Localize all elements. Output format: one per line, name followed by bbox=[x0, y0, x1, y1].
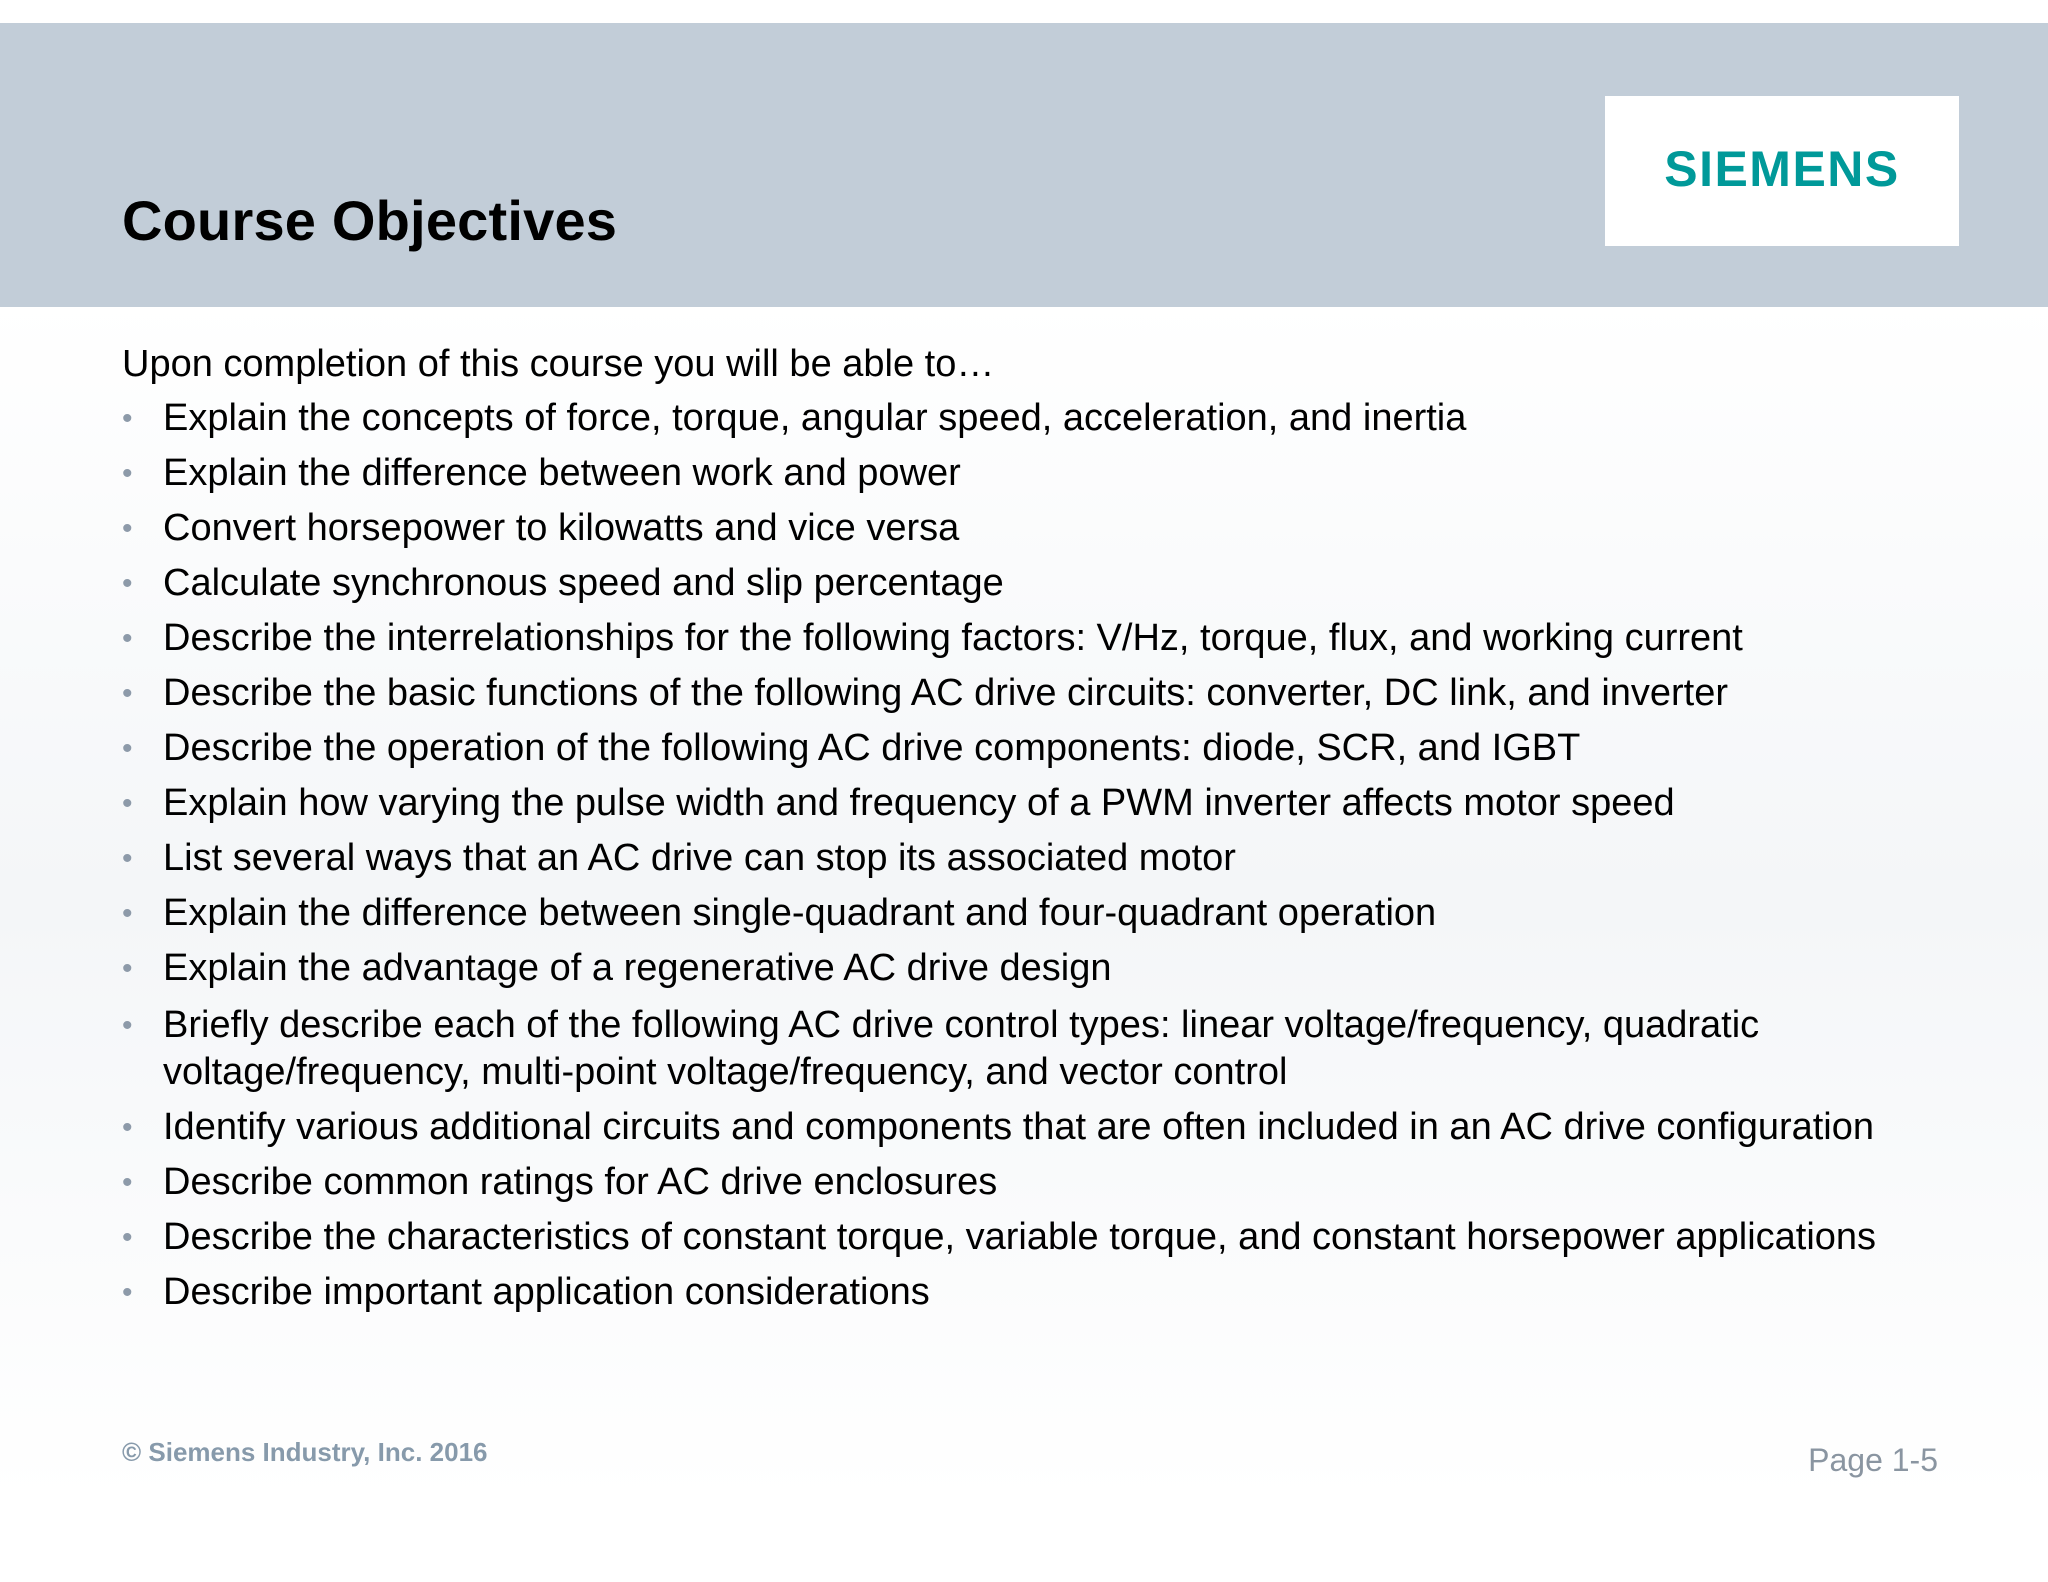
objective-text: Describe the basic functions of the following AC drive circuits: converter, DC link, and inverter bbox=[163, 672, 1729, 714]
objective-text: Describe important application considerations bbox=[163, 1271, 930, 1313]
objective-text: Explain the advantage of a regenerative AC drive design bbox=[163, 947, 1112, 989]
objective-item bbox=[122, 615, 2002, 662]
bullet-icon: • bbox=[122, 567, 133, 600]
bullet-icon: • bbox=[122, 842, 133, 875]
bullet-icon: • bbox=[122, 897, 133, 930]
bullet-icon: • bbox=[122, 732, 133, 765]
objectives-section bbox=[122, 340, 2002, 1324]
bullet-icon: • bbox=[122, 1166, 133, 1199]
objective-item bbox=[122, 560, 2002, 607]
objective-item bbox=[122, 890, 2002, 937]
objective-item bbox=[122, 1104, 2002, 1151]
bullet-icon: • bbox=[122, 512, 133, 545]
objective-text: Explain the difference between single-quadrant and four-quadrant operation bbox=[163, 892, 1437, 934]
bullet-icon: • bbox=[122, 402, 133, 435]
siemens-logo bbox=[1605, 96, 1959, 246]
bullet-icon: • bbox=[122, 622, 133, 655]
objective-item bbox=[122, 450, 2002, 497]
objective-item bbox=[122, 725, 2002, 772]
objective-item bbox=[122, 1002, 2002, 1096]
objective-text: Calculate synchronous speed and slip percentage bbox=[163, 562, 1004, 604]
logo-wordmark: SIEMENS bbox=[1664, 141, 1900, 197]
bullet-icon: • bbox=[122, 1221, 133, 1254]
objective-text: Describe the operation of the following AC drive components: diode, SCR, and IGBT bbox=[163, 727, 1581, 769]
bullet-icon: • bbox=[122, 677, 133, 710]
objective-text: Briefly describe each of the following AC drive control types: linear voltage/frequency, quadratic voltage/frequency, multi-point voltage/frequency, and vector control bbox=[163, 1004, 1760, 1093]
page-number: Page 1-5 bbox=[1808, 1442, 1938, 1478]
objective-text: Describe common ratings for AC drive enclosures bbox=[163, 1161, 998, 1203]
objective-item bbox=[122, 505, 2002, 552]
objective-item bbox=[122, 1214, 2002, 1261]
copyright-notice: © Siemens Industry, Inc. 2016 bbox=[122, 1437, 488, 1467]
objective-item bbox=[122, 1159, 2002, 1206]
bullet-icon: • bbox=[122, 1111, 133, 1144]
bullet-icon: • bbox=[122, 952, 133, 985]
objective-text: Describe the interrelationships for the following factors: V/Hz, torque, flux, and working current bbox=[163, 617, 1743, 659]
objective-item bbox=[122, 945, 2002, 992]
objectives-list bbox=[122, 395, 2002, 1316]
intro-text: Upon completion of this course you will be able to… bbox=[122, 343, 995, 385]
objective-text: Explain the concepts of force, torque, angular speed, acceleration, and inertia bbox=[163, 397, 1467, 439]
objective-text: Identify various additional circuits and components that are often included in an AC drive configuration bbox=[163, 1106, 1875, 1148]
objective-text: Describe the characteristics of constant torque, variable torque, and constant horsepower applications bbox=[163, 1216, 1877, 1258]
objective-text: List several ways that an AC drive can stop its associated motor bbox=[163, 837, 1236, 879]
objective-text: Explain how varying the pulse width and frequency of a PWM inverter affects motor speed bbox=[163, 782, 1675, 824]
bullet-icon: • bbox=[122, 1276, 133, 1309]
bullet-icon: • bbox=[122, 457, 133, 490]
objective-text: Convert horsepower to kilowatts and vice versa bbox=[163, 507, 960, 549]
page-title: Course Objectives bbox=[122, 189, 618, 252]
objective-item bbox=[122, 835, 2002, 882]
objective-item bbox=[122, 780, 2002, 827]
objective-item bbox=[122, 1269, 2002, 1316]
bullet-icon: • bbox=[122, 787, 133, 820]
objective-text: Explain the difference between work and power bbox=[163, 452, 961, 494]
objective-item bbox=[122, 670, 2002, 717]
objective-item bbox=[122, 395, 2002, 442]
bullet-icon: • bbox=[122, 1009, 133, 1042]
